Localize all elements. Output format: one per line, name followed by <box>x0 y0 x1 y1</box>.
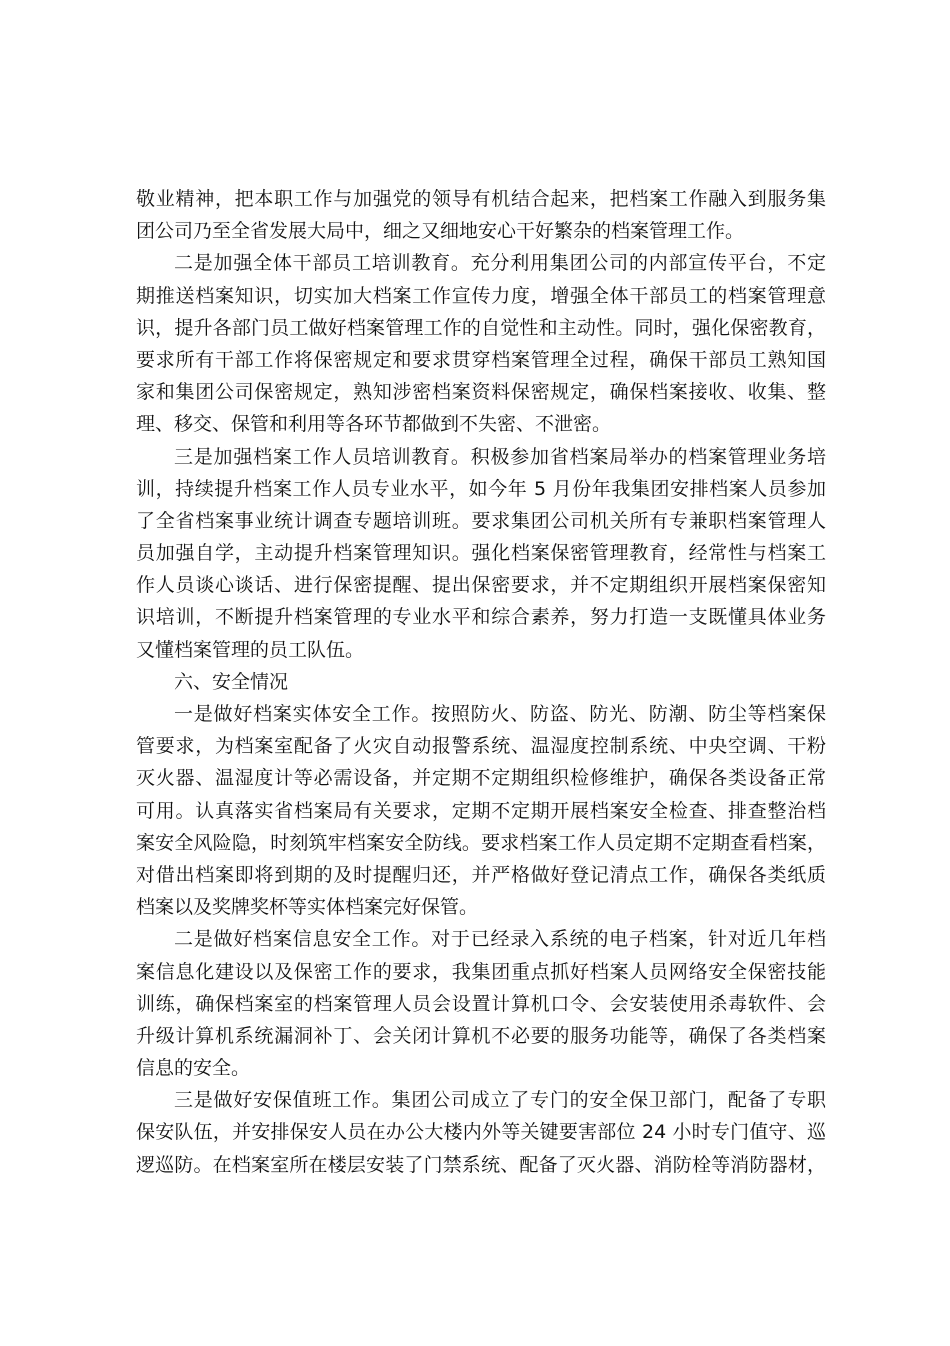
text-line: 员加强自学，主动提升档案管理知识。强化档案保密管理教育，经常性与档案工 <box>136 542 826 565</box>
text-line: 逻巡防。在档案室所在楼层安装了门禁系统、配备了灭火器、消防栓等消防器材， <box>136 1153 826 1176</box>
section-heading: 六、安全情况 <box>174 670 289 693</box>
text-line: 升级计算机系统漏洞补丁、会关闭计算机不必要的服务功能等，确保了各类档案 <box>136 1024 826 1047</box>
text-line: 可用。认真落实省档案局有关要求，定期不定期开展档案安全检查、排查整治档 <box>136 799 826 822</box>
text-line: 三是做好安保值班工作。集团公司成立了专门的安全保卫部门，配备了专职 <box>174 1089 826 1112</box>
text-line: 信息的安全。 <box>136 1057 251 1080</box>
text-line: 一是做好档案实体安全工作。按照防火、防盗、防光、防潮、防尘等档案保 <box>174 703 826 725</box>
text-line: 保安队伍，并安排保安人员在办公大楼内外等关键要害部位 24 小时专门值守、巡 <box>136 1121 826 1144</box>
document-body <box>136 183 826 1181</box>
text-line: 又懂档案管理的员工队伍。 <box>136 638 365 661</box>
text-line: 案安全风险隐，时刻筑牢档案安全防线。要求档案工作人员定期不定期查看档案， <box>136 831 826 854</box>
text-line: 案信息化建设以及保密工作的要求，我集团重点抓好档案人员网络安全保密技能 <box>136 960 826 983</box>
text-line: 三是加强档案工作人员培训教育。积极参加省档案局举办的档案管理业务培 <box>174 445 826 468</box>
text-line: 期推送档案知识，切实加大档案工作宣传力度，增强全体干部员工的档案管理意 <box>136 284 826 307</box>
text-line: 档案以及奖牌奖杯等实体档案完好保管。 <box>136 896 479 919</box>
text-line: 二是做好档案信息安全工作。对于已经录入系统的电子档案，针对近几年档 <box>174 928 826 951</box>
text-line: 团公司乃至全省发展大局中，细之又细地安心干好繁杂的档案管理工作。 <box>136 220 745 243</box>
text-line: 要求所有干部工作将保密规定和要求贯穿档案管理全过程，确保干部员工熟知国 <box>136 348 826 371</box>
text-line: 对借出档案即将到期的及时提醒归还，并严格做好登记清点工作，确保各类纸质 <box>136 863 826 886</box>
text-line: 管要求，为档案室配备了火灾自动报警系统、温湿度控制系统、中央空调、干粉 <box>136 735 826 758</box>
text-line: 了全省档案事业统计调查专题培训班。要求集团公司机关所有专兼职档案管理人 <box>136 509 826 532</box>
text-line: 作人员谈心谈话、进行保密提醒、提出保密要求，并不定期组织开展档案保密知 <box>136 574 826 597</box>
text-line: 灭火器、温湿度计等必需设备，并定期不定期组织检修维护，确保各类设备正常 <box>136 767 826 790</box>
text-line: 敬业精神，把本职工作与加强党的领导有机结合起来，把档案工作融入到服务集 <box>136 188 826 210</box>
text-line: 训练，确保档案室的档案管理人员会设置计算机口令、会安装使用杀毒软件、会 <box>136 992 826 1015</box>
text-line: 家和集团公司保密规定，熟知涉密档案资料保密规定，确保档案接收、收集、整 <box>136 381 826 404</box>
text-line: 二是加强全体干部员工培训教育。充分利用集团公司的内部宣传平台，不定 <box>174 252 826 275</box>
text-line: 训，持续提升档案工作人员专业水平，如今年 5 月份年我集团安排档案人员参加 <box>136 477 826 500</box>
text-line: 识，提升各部门员工做好档案管理工作的自觉性和主动性。同时，强化保密教育， <box>136 316 826 339</box>
text-line: 识培训，不断提升档案管理的专业水平和综合素养，努力打造一支既懂具体业务 <box>136 606 826 629</box>
text-line: 理、移交、保管和利用等各环节都做到不失密、不泄密。 <box>136 413 612 436</box>
